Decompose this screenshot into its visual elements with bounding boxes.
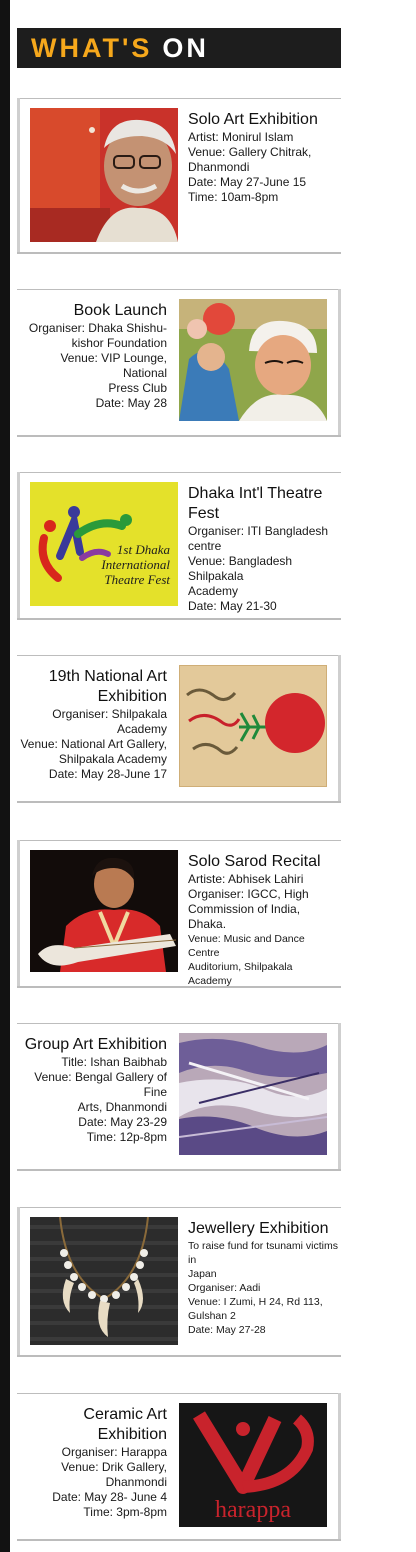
- event-card-group-art: [17, 1023, 341, 1171]
- event-detail-line: Organiser: Dhaka Shishu-: [28, 321, 167, 335]
- event-card-ceramic-art: [17, 1393, 341, 1541]
- event-details: [17, 667, 167, 782]
- event-detail-line: Date: May 28-June 17: [48, 767, 167, 781]
- event-detail-line: Date: May 28- June 4: [52, 1490, 167, 1504]
- event-title: Ceramic Art Exhibition: [83, 1406, 167, 1443]
- header-word-on: ON: [162, 32, 209, 63]
- theatre-fest-logo-line: International: [101, 557, 170, 572]
- card-frame: [17, 1355, 341, 1357]
- card-frame: [17, 840, 341, 841]
- event-title: 19th National Art Exhibition: [48, 668, 167, 705]
- event-card-sarod-recital: [17, 840, 341, 988]
- event-card-book-launch: [17, 289, 341, 437]
- event-photo-book-cover: [179, 299, 327, 421]
- event-title: Solo Sarod Recital: [188, 853, 321, 870]
- event-detail-line: Artist: Monirul Islam: [188, 130, 294, 144]
- event-card-national-art: [17, 655, 341, 803]
- card-frame: [17, 618, 341, 620]
- card-frame: [17, 801, 341, 803]
- theatre-fest-logo-line: 1st Dhaka: [116, 542, 170, 557]
- event-detail-line: Venue: VIP Lounge, National: [60, 351, 167, 380]
- card-frame: [338, 289, 341, 437]
- event-detail-line: Venue: Bangladesh Shilpakala: [188, 554, 293, 583]
- event-detail-line: Venue: Bengal Gallery of Fine: [34, 1070, 167, 1099]
- event-detail-line: Time: 3pm-8pm: [83, 1505, 167, 1519]
- card-frame: [17, 1393, 341, 1394]
- event-detail-line: centre: [188, 539, 222, 553]
- card-frame: [17, 98, 20, 254]
- event-detail-line: Time: 10am-8pm: [188, 190, 279, 204]
- event-card-solo-art: [17, 98, 341, 254]
- event-detail-line: kishor Foundation: [71, 336, 167, 350]
- card-frame: [17, 472, 341, 473]
- event-photo-artist-portrait: [30, 108, 178, 242]
- event-details: [188, 484, 338, 614]
- event-details: [17, 1405, 167, 1520]
- event-detail-line: Date: May 27-June 15: [188, 175, 307, 189]
- event-detail-line: Venue: Drik Gallery,: [61, 1460, 167, 1474]
- event-title: Jewellery Exhibition: [188, 1220, 329, 1237]
- card-frame: [17, 1539, 341, 1541]
- card-frame: [338, 655, 341, 803]
- event-photo-harappa-logo: [179, 1403, 327, 1527]
- event-details: [17, 1035, 167, 1145]
- event-title: Dhaka Int'l Theatre Fest: [188, 485, 323, 522]
- event-detail-line: Venue: Gallery Chitrak,: [188, 145, 312, 159]
- event-detail-line: Organiser: Shilpakala Academy: [52, 707, 167, 736]
- card-frame: [17, 472, 20, 620]
- event-details: [188, 852, 338, 988]
- card-frame: [17, 1207, 341, 1208]
- event-detail-line: Organiser: IGCC, High: [188, 887, 309, 901]
- event-card-jewellery: [17, 1207, 341, 1357]
- event-detail-line: Organiser: ITI Bangladesh: [188, 524, 329, 538]
- event-photo-necklace: [30, 1217, 178, 1345]
- card-frame: [338, 1393, 341, 1541]
- event-detail-line: Time: 12p-8pm: [86, 1130, 167, 1144]
- event-detail-line: Press Club: [108, 381, 167, 395]
- event-card-theatre-fest: [17, 472, 341, 620]
- event-photo-sarod-player: [30, 850, 178, 972]
- card-frame: [338, 1023, 341, 1171]
- card-frame: [17, 840, 20, 988]
- event-detail-line: Gulshan 2: [188, 1310, 236, 1322]
- event-title: Solo Art Exhibition: [188, 111, 318, 128]
- event-photo-exhibition-poster: [179, 665, 327, 787]
- card-frame: [17, 98, 341, 99]
- event-detail-line: Arts, Dhanmondi: [77, 1100, 167, 1114]
- card-frame: [17, 435, 341, 437]
- event-photo-theatre-fest-logo: [30, 482, 178, 606]
- header-word-whats: WHAT'S: [31, 32, 153, 63]
- event-details: [188, 1219, 338, 1337]
- theatre-fest-logo-line: Theatre Fest: [104, 572, 170, 587]
- event-detail-line: Organiser: Harappa: [61, 1445, 167, 1459]
- event-title: Book Launch: [73, 302, 167, 319]
- event-detail-line: Date: May 27-28: [188, 1324, 266, 1336]
- event-detail-line: Shilpakala Academy: [58, 752, 167, 766]
- card-frame: [17, 1169, 341, 1171]
- event-detail-line: Venue: I Zumi, H 24, Rd 113,: [188, 1296, 323, 1308]
- event-detail-line: Dhanmondi: [188, 160, 250, 174]
- event-detail-line: Dhanmondi: [105, 1475, 167, 1489]
- event-details: [17, 301, 167, 411]
- event-detail-line: To raise fund for tsunami victims in: [188, 1240, 338, 1266]
- event-detail-line: Artiste: Abhisek Lahiri: [188, 872, 304, 886]
- event-detail-line: Commission of India, Dhaka.: [188, 902, 301, 931]
- event-details: [188, 110, 338, 205]
- card-frame: [17, 1207, 20, 1357]
- section-header: [17, 28, 341, 68]
- event-title: Group Art Exhibition: [24, 1036, 167, 1053]
- event-detail-line: Date: May 28: [95, 396, 167, 410]
- card-frame: [17, 289, 341, 290]
- event-detail-line: Venue: National Art Gallery,: [20, 737, 167, 751]
- event-detail-line: Japan: [188, 1268, 217, 1280]
- harappa-logo-wordmark: harappa: [215, 1497, 291, 1523]
- left-edge-bar: [0, 0, 10, 1552]
- event-detail-line: Date: May 21-30: [188, 599, 277, 613]
- card-frame: [17, 252, 341, 254]
- event-detail-line: Auditorium, Shilpakala Academy: [188, 961, 293, 987]
- event-detail-line: Title: Ishan Baibhab: [61, 1055, 167, 1069]
- event-photo-abstract-painting: [179, 1033, 327, 1155]
- event-detail-line: Date: May 23-29: [78, 1115, 167, 1129]
- card-frame: [17, 1023, 341, 1024]
- event-detail-line: Organiser: Aadi: [188, 1282, 261, 1294]
- card-frame: [17, 655, 341, 656]
- event-detail-line: Venue: Music and Dance Centre: [188, 933, 305, 959]
- event-detail-line: Academy: [188, 584, 239, 598]
